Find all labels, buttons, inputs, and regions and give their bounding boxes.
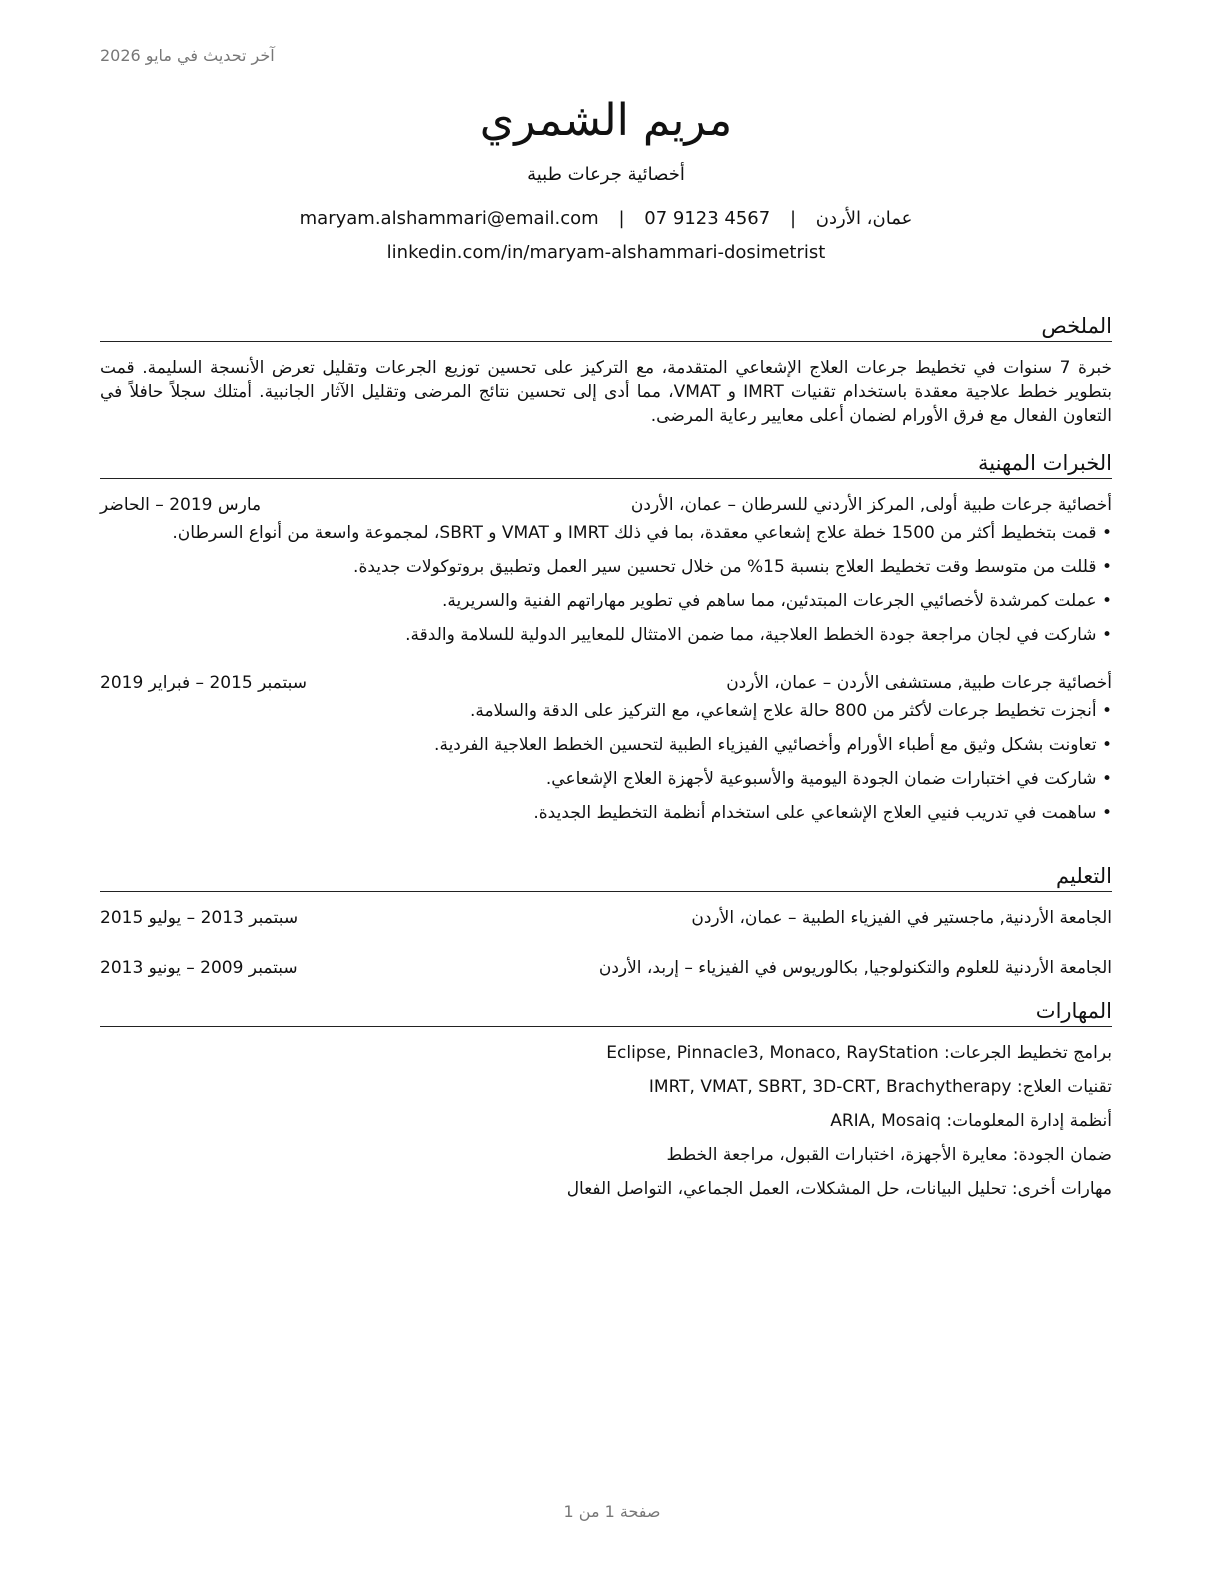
skill-label: برامج تخطيط الجرعات: bbox=[944, 1043, 1112, 1063]
skill-row bbox=[100, 1177, 1112, 1201]
contact-email[interactable]: maryam.alshammari@email.com bbox=[299, 208, 599, 229]
job-bullets bbox=[100, 521, 1112, 647]
skill-label: أنظمة إدارة المعلومات: bbox=[946, 1111, 1112, 1131]
skill-label: تقنيات العلاج: bbox=[1016, 1077, 1112, 1097]
job-bullet: • شاركت في اختبارات ضمان الجودة اليومية والأسبوعية لأجهزة العلاج الإشعاعي. bbox=[100, 767, 1112, 791]
contact-line bbox=[100, 206, 1112, 232]
contact-separator: | bbox=[618, 208, 625, 229]
candidate-name: مريم الشمري bbox=[479, 95, 733, 146]
contact-separator: | bbox=[789, 208, 797, 229]
skill-value: معايرة الأجهزة، اختبارات القبول، مراجعة الخطط bbox=[666, 1145, 1008, 1165]
contact-phone: 07 9123 4567 bbox=[644, 208, 771, 229]
summary-section bbox=[100, 312, 1112, 428]
skill-value: تحليل البيانات، حل المشكلات، العمل الجماعي، التواصل الفعال bbox=[566, 1179, 1007, 1199]
experience-heading: الخبرات المهنية bbox=[100, 449, 1112, 479]
skill-label: مهارات أخرى: bbox=[1011, 1179, 1112, 1199]
contact-location: عمان، الأردن bbox=[815, 208, 913, 229]
skills-heading: المهارات bbox=[100, 997, 1112, 1027]
candidate-title: أخصائية جرعات طبية bbox=[527, 164, 685, 185]
skill-row bbox=[100, 1143, 1112, 1167]
skill-value: IMRT, VMAT, SBRT, 3D-CRT, Brachytherapy bbox=[648, 1077, 1012, 1097]
last-updated-note: آخر تحديث في مايو 2026 bbox=[100, 46, 275, 65]
summary-text: خبرة 7 سنوات في تخطيط جرعات العلاج الإشعاعي المتقدمة، مع التركيز على تحسين توزيع الجرعات وتقليل تعرض الأنسجة السليمة. قمت بتطوير خطط علاجية معقدة باستخدام تقنيات IMRT و VMAT، مما أدى إلى تحسين نتائج المرضى وتقليل الآثار الجانبية. أمتلك سجلاً حافلاً في التعاون الفعال مع فرق الأورام لضمان أعلى معايير رعاية المرضى. bbox=[100, 358, 1112, 426]
resume-header bbox=[100, 92, 1112, 266]
job-header bbox=[100, 671, 1112, 695]
contact-linkedin[interactable]: linkedin.com/in/maryam-alshammari-dosimetrist bbox=[386, 242, 826, 263]
job-bullet: • قمت بتخطيط أكثر من 1500 خطة علاج إشعاعي معقدة، بما في ذلك IMRT و VMAT و SBRT، لمجموعة واسعة من أنواع السرطان. bbox=[100, 521, 1112, 545]
job-bullets bbox=[100, 699, 1112, 825]
job-bullet: • أنجزت تخطيط جرعات لأكثر من 800 حالة علاج إشعاعي، مع التركيز على الدقة والسلامة. bbox=[100, 699, 1112, 723]
skill-value: Eclipse, Pinnacle3, Monaco, RayStation bbox=[606, 1043, 939, 1063]
job-dates: سبتمبر 2015 – فبراير 2019 bbox=[100, 673, 307, 693]
skill-row bbox=[100, 1109, 1112, 1133]
job-role: أخصائية جرعات طبية, مستشفى الأردن – عمان، الأردن bbox=[726, 673, 1112, 693]
skill-label: ضمان الجودة: bbox=[1012, 1145, 1112, 1165]
experience-section bbox=[100, 449, 1112, 835]
skills-section bbox=[100, 997, 1112, 1211]
education-dates: سبتمبر 2013 – يوليو 2015 bbox=[100, 908, 299, 928]
job-bullet: • عملت كمرشدة لأخصائيي الجرعات المبتدئين، مما ساهم في تطوير مهاراتهم الفنية والسريرية. bbox=[100, 589, 1112, 613]
education-section bbox=[100, 862, 1112, 980]
job-dates: مارس 2019 – الحاضر bbox=[100, 495, 262, 515]
skill-row bbox=[100, 1041, 1112, 1065]
skill-value: ARIA, Mosaiq bbox=[830, 1111, 941, 1131]
education-entry bbox=[100, 956, 1112, 980]
job-bullet: • ساهمت في تدريب فنيي العلاج الإشعاعي على استخدام أنظمة التخطيط الجديدة. bbox=[100, 801, 1112, 825]
job-bullet: • شاركت في لجان مراجعة جودة الخطط العلاجية، مما ضمن الامتثال للمعايير الدولية للسلامة والدقة. bbox=[100, 623, 1112, 647]
education-degree: الجامعة الأردنية, ماجستير في الفيزياء الطبية – عمان، الأردن bbox=[691, 908, 1112, 928]
education-heading: التعليم bbox=[100, 862, 1112, 892]
job-header bbox=[100, 493, 1112, 517]
job-entry bbox=[100, 493, 1112, 647]
education-degree: الجامعة الأردنية للعلوم والتكنولوجيا, بكالوريوس في الفيزياء – إربد، الأردن bbox=[598, 958, 1112, 978]
job-bullet: • تعاونت بشكل وثيق مع أطباء الأورام وأخصائيي الفيزياء الطبية لتحسين الخطط العلاجية الفردية. bbox=[100, 733, 1112, 757]
summary-heading: الملخص bbox=[100, 312, 1112, 342]
job-role: أخصائية جرعات طبية أولى, المركز الأردني للسرطان – عمان، الأردن bbox=[630, 495, 1112, 515]
job-entry bbox=[100, 671, 1112, 825]
skill-row bbox=[100, 1075, 1112, 1099]
education-entry bbox=[100, 906, 1112, 930]
education-dates: سبتمبر 2009 – يونيو 2013 bbox=[100, 958, 298, 978]
job-bullet: • قللت من متوسط وقت تخطيط العلاج بنسبة 15% من خلال تحسين سير العمل وتطبيق بروتوكولات جديدة. bbox=[100, 555, 1112, 579]
skills-list bbox=[100, 1041, 1112, 1201]
page-number: صفحة 1 من 1 bbox=[563, 1502, 661, 1521]
